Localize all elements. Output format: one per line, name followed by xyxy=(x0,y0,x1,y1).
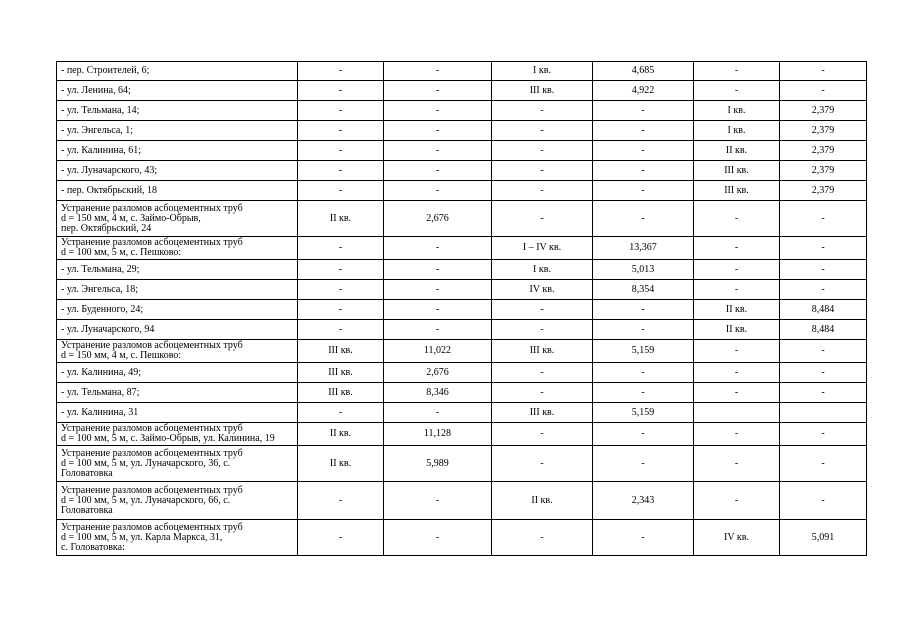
table-row xyxy=(57,520,867,556)
value-cell: - xyxy=(780,260,867,280)
value-cell: - xyxy=(384,403,492,423)
value-cell: 2,379 xyxy=(780,141,867,161)
quarter-cell: - xyxy=(492,141,593,161)
description-cell: Устранение разломов асбоцементных труб d = 100 мм, 5 м, ул. Луначарского, 36, с. Головатовка xyxy=(57,446,298,482)
quarter-cell: - xyxy=(298,81,384,101)
value-cell: 8,354 xyxy=(593,280,694,300)
value-cell: - xyxy=(384,237,492,260)
description-cell: - ул. Тельмана, 29; xyxy=(57,260,298,280)
quarter-cell: - xyxy=(492,161,593,181)
value-cell: 8,346 xyxy=(384,383,492,403)
value-cell: - xyxy=(780,340,867,363)
table-row xyxy=(57,121,867,141)
value-cell: 5,159 xyxy=(593,403,694,423)
value-cell: 13,367 xyxy=(593,237,694,260)
quarter-cell: - xyxy=(298,403,384,423)
quarter-cell: - xyxy=(298,62,384,81)
value-cell: - xyxy=(593,446,694,482)
value-cell: 8,484 xyxy=(780,320,867,340)
value-cell: - xyxy=(384,181,492,201)
table-row xyxy=(57,340,867,363)
value-cell: - xyxy=(384,121,492,141)
value-cell: - xyxy=(384,260,492,280)
quarter-cell xyxy=(694,403,780,423)
quarter-cell: - xyxy=(492,121,593,141)
quarter-cell: I кв. xyxy=(694,121,780,141)
description-cell: - ул. Тельмана, 14; xyxy=(57,101,298,121)
value-cell: 8,484 xyxy=(780,300,867,320)
description-cell: - ул. Калинина, 31 xyxy=(57,403,298,423)
value-cell: - xyxy=(384,62,492,81)
value-cell: 2,676 xyxy=(384,363,492,383)
description-cell: - пер. Строителей, 6; xyxy=(57,62,298,81)
description-cell: - ул. Тельмана, 87; xyxy=(57,383,298,403)
description-cell: - ул. Ленина, 64; xyxy=(57,81,298,101)
value-cell: 5,159 xyxy=(593,340,694,363)
value-cell: - xyxy=(593,121,694,141)
value-cell: 5,989 xyxy=(384,446,492,482)
description-cell: - пер. Октябрьский, 18 xyxy=(57,181,298,201)
value-cell xyxy=(780,403,867,423)
quarter-cell: III кв. xyxy=(298,340,384,363)
value-cell: - xyxy=(384,300,492,320)
description-cell: Устранение разломов асбоцементных труб d = 100 мм, 5 м, с. Займо-Обрыв, ул. Калинина, 19 xyxy=(57,423,298,446)
quarter-cell: - xyxy=(298,320,384,340)
quarter-cell: - xyxy=(694,446,780,482)
value-cell: - xyxy=(780,482,867,520)
quarter-cell: - xyxy=(492,320,593,340)
quarter-cell: - xyxy=(694,423,780,446)
value-cell: 2,379 xyxy=(780,161,867,181)
value-cell: 2,379 xyxy=(780,181,867,201)
table-row xyxy=(57,260,867,280)
table-row xyxy=(57,383,867,403)
table-row xyxy=(57,482,867,520)
quarter-cell: III кв. xyxy=(492,340,593,363)
table-row xyxy=(57,81,867,101)
value-cell: - xyxy=(780,237,867,260)
value-cell: - xyxy=(780,423,867,446)
quarter-cell: - xyxy=(298,181,384,201)
description-cell: Устранение разломов асбоцементных труб d = 100 мм, 5 м, ул. Луначарского, 66, с. Головатовка xyxy=(57,482,298,520)
quarter-cell: - xyxy=(298,161,384,181)
value-cell: - xyxy=(384,320,492,340)
value-cell: - xyxy=(593,520,694,556)
value-cell: - xyxy=(593,101,694,121)
value-cell: - xyxy=(780,280,867,300)
quarter-cell: II кв. xyxy=(492,482,593,520)
quarter-cell: III кв. xyxy=(694,161,780,181)
quarter-cell: II кв. xyxy=(298,423,384,446)
quarter-cell: I кв. xyxy=(492,260,593,280)
quarter-cell: - xyxy=(694,363,780,383)
quarter-cell: I – IV кв. xyxy=(492,237,593,260)
quarter-cell: - xyxy=(694,81,780,101)
quarter-cell: - xyxy=(694,260,780,280)
value-cell: 2,676 xyxy=(384,201,492,237)
table-row xyxy=(57,320,867,340)
table-row xyxy=(57,403,867,423)
value-cell: - xyxy=(780,446,867,482)
value-cell: - xyxy=(384,101,492,121)
value-cell: - xyxy=(593,300,694,320)
value-cell: 2,343 xyxy=(593,482,694,520)
value-cell: - xyxy=(384,482,492,520)
table-row xyxy=(57,300,867,320)
quarter-cell: - xyxy=(492,383,593,403)
value-cell: 2,379 xyxy=(780,101,867,121)
quarter-cell: III кв. xyxy=(298,363,384,383)
table-row xyxy=(57,446,867,482)
quarter-cell: - xyxy=(694,482,780,520)
quarter-cell: - xyxy=(492,363,593,383)
quarter-cell: III кв. xyxy=(492,403,593,423)
value-cell: - xyxy=(593,320,694,340)
description-cell: - ул. Энгельса, 18; xyxy=(57,280,298,300)
description-cell: Устранение разломов асбоцементных труб d = 150 мм, 4 м, с. Пешково: xyxy=(57,340,298,363)
value-cell: 5,091 xyxy=(780,520,867,556)
quarter-cell: - xyxy=(694,237,780,260)
value-cell: - xyxy=(593,423,694,446)
value-cell: - xyxy=(384,81,492,101)
quarter-cell: - xyxy=(694,201,780,237)
quarter-cell: - xyxy=(694,340,780,363)
description-cell: Устранение разломов асбоцементных труб d = 100 мм, 5 м, с. Пешково: xyxy=(57,237,298,260)
value-cell: - xyxy=(780,383,867,403)
quarter-cell: - xyxy=(492,201,593,237)
quarter-cell: - xyxy=(492,181,593,201)
quarter-cell: III кв. xyxy=(694,181,780,201)
table-row xyxy=(57,181,867,201)
quarter-cell: II кв. xyxy=(694,300,780,320)
quarter-cell: - xyxy=(694,280,780,300)
value-cell: - xyxy=(780,81,867,101)
table-row xyxy=(57,423,867,446)
value-cell: - xyxy=(593,383,694,403)
description-cell: - ул. Луначарского, 43; xyxy=(57,161,298,181)
quarter-cell: - xyxy=(492,423,593,446)
description-cell: Устранение разломов асбоцементных труб d = 100 мм, 5 м, ул. Карла Маркса, 31, с. Головатовка: xyxy=(57,520,298,556)
value-cell: - xyxy=(780,201,867,237)
value-cell: 4,685 xyxy=(593,62,694,81)
quarter-cell: II кв. xyxy=(298,446,384,482)
quarter-cell: - xyxy=(298,260,384,280)
table-row xyxy=(57,201,867,237)
table-row xyxy=(57,237,867,260)
value-cell: - xyxy=(593,161,694,181)
table-row xyxy=(57,62,867,81)
table-row xyxy=(57,141,867,161)
value-cell: 5,013 xyxy=(593,260,694,280)
table-row xyxy=(57,161,867,181)
description-cell: - ул. Энгельса, 1; xyxy=(57,121,298,141)
description-cell: - ул. Калинина, 49; xyxy=(57,363,298,383)
quarter-cell: - xyxy=(298,237,384,260)
quarter-cell: - xyxy=(492,520,593,556)
quarter-cell: II кв. xyxy=(298,201,384,237)
value-cell: - xyxy=(593,201,694,237)
quarter-cell: - xyxy=(492,300,593,320)
quarter-cell: III кв. xyxy=(492,81,593,101)
value-cell: - xyxy=(780,62,867,81)
table-row xyxy=(57,101,867,121)
quarter-cell: II кв. xyxy=(694,141,780,161)
value-cell: 2,379 xyxy=(780,121,867,141)
description-cell: - ул. Калинина, 61; xyxy=(57,141,298,161)
quarter-cell: - xyxy=(694,62,780,81)
value-cell: 11,128 xyxy=(384,423,492,446)
value-cell: - xyxy=(384,280,492,300)
table-row xyxy=(57,280,867,300)
quarter-cell: IV кв. xyxy=(492,280,593,300)
quarter-cell: I кв. xyxy=(492,62,593,81)
quarter-cell: - xyxy=(492,101,593,121)
description-cell: - ул. Буденного, 24; xyxy=(57,300,298,320)
quarter-cell: - xyxy=(298,482,384,520)
quarter-cell: I кв. xyxy=(694,101,780,121)
quarter-cell: - xyxy=(298,300,384,320)
value-cell: - xyxy=(384,161,492,181)
table-row xyxy=(57,363,867,383)
description-cell: Устранение разломов асбоцементных труб d = 150 мм, 4 м, с. Займо-Обрыв, пер. Октябрьский, 24 xyxy=(57,201,298,237)
value-cell: - xyxy=(780,363,867,383)
value-cell: - xyxy=(593,181,694,201)
quarter-cell: - xyxy=(298,141,384,161)
quarter-cell: - xyxy=(298,280,384,300)
value-cell: - xyxy=(384,141,492,161)
value-cell: - xyxy=(593,141,694,161)
quarter-cell: IV кв. xyxy=(694,520,780,556)
description-cell: - ул. Луначарского, 94 xyxy=(57,320,298,340)
quarter-cell: - xyxy=(298,101,384,121)
value-cell: - xyxy=(593,363,694,383)
value-cell: 11,022 xyxy=(384,340,492,363)
quarter-cell: - xyxy=(694,383,780,403)
quarter-cell: III кв. xyxy=(298,383,384,403)
quarter-cell: - xyxy=(298,520,384,556)
quarter-cell: - xyxy=(298,121,384,141)
quarter-cell: - xyxy=(492,446,593,482)
quarter-cell: II кв. xyxy=(694,320,780,340)
value-cell: 4,922 xyxy=(593,81,694,101)
works-table xyxy=(56,61,867,556)
value-cell: - xyxy=(384,520,492,556)
